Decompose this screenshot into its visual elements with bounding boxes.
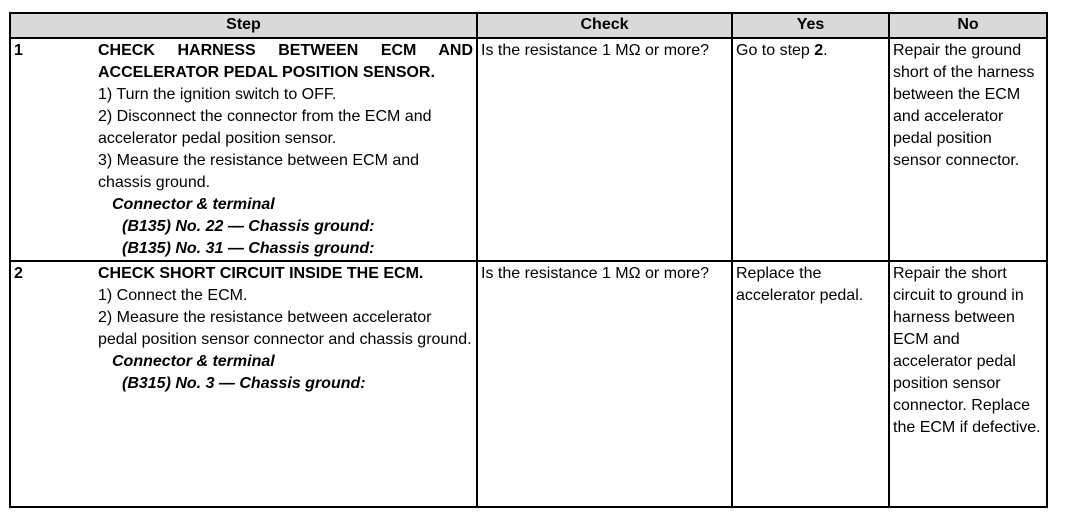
step-cell-2 [10,261,477,507]
connector-item: (B135) No. 22 — Chassis ground: [122,218,375,235]
step-cell-1 [10,38,477,261]
step-instruction: 1) Connect the ECM. [98,287,248,304]
step-instruction-list [11,84,473,194]
header-step: Step [10,13,477,38]
no-cell-1: Repair the ground short of the harness between the ECM and accelerator pedal position sensor connector. [889,38,1047,261]
header-yes: Yes [732,13,889,38]
diagnostic-table-container [9,12,1046,508]
yes-cell-2: Replace the accelerator pedal. [732,261,889,507]
connector-heading: Connector & terminal [112,353,275,370]
no-cell-2: Repair the short circuit to ground in harness between ECM and accelerator pedal position sensor connector. Replace the ECM if defective. [889,261,1047,507]
step-instruction: 3) Measure the resistance between ECM and chassis ground. [98,152,420,191]
connector-item: (B315) No. 3 — Chassis ground: [122,375,366,392]
connector-heading: Connector & terminal [112,196,275,213]
yes-step-ref: 2 [814,42,824,59]
step-title: CHECK HARNESS BETWEEN ECM AND ACCELERATOR PEDAL POSITION SENSOR. [98,42,473,81]
diagnostic-table [9,12,1048,508]
table-row [10,38,1047,261]
yes-cell-1 [732,38,889,261]
table-header-row [10,13,1047,38]
yes-suffix: . [823,42,828,59]
connector-item: (B135) No. 31 — Chassis ground: [122,240,375,257]
check-cell-1: Is the resistance 1 MΩ or more? [477,38,732,261]
header-check: Check [477,13,732,38]
step-instruction: 2) Measure the resistance between accelerator pedal position sensor connector and chassis ground. [98,309,472,348]
step-instruction-list [11,285,473,351]
step-instruction: 1) Turn the ignition switch to OFF. [98,86,337,103]
check-cell-2: Is the resistance 1 MΩ or more? [477,261,732,507]
step-number: 1 [14,42,23,59]
yes-prefix: Go to step [736,42,815,59]
step-title: CHECK SHORT CIRCUIT INSIDE THE ECM. [98,265,424,282]
step-instruction: 2) Disconnect the connector from the ECM and accelerator pedal position sensor. [98,108,432,147]
header-no: No [889,13,1047,38]
table-row [10,261,1047,507]
step-number: 2 [14,265,23,282]
